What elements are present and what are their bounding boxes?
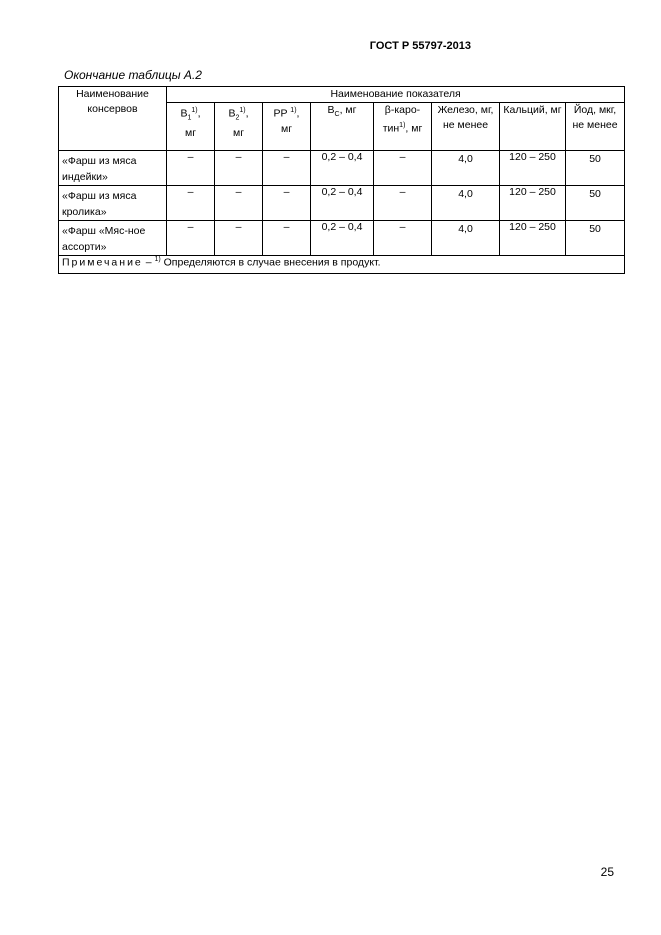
bc-cell: 0,2 – 0,4	[311, 221, 374, 256]
header-indicator-group: Наименование показателя	[167, 87, 625, 103]
page-number: 25	[600, 865, 614, 879]
calcium-cell: 120 – 250	[500, 221, 566, 256]
header-product-name: Наименование консервов	[59, 87, 167, 151]
header-beta-carotene: β-каро- тин$^{1)}$, мг	[374, 103, 432, 151]
pp-cell: –	[263, 221, 311, 256]
bc-cell: 0,2 – 0,4	[311, 151, 374, 186]
table-row	[59, 186, 625, 221]
pp-cell: –	[263, 186, 311, 221]
b2-cell: –	[215, 221, 263, 256]
header-iron: Железо, мг, не менее	[432, 103, 500, 151]
product-name-cell: «Фарш из мяса кролика»	[59, 186, 167, 221]
header-b2: $B_2^{1)}$, мг	[215, 103, 263, 151]
note-text: Определяются в случае внесения в продукт.	[163, 256, 381, 269]
b1-cell: –	[167, 151, 215, 186]
b1-cell: –	[167, 221, 215, 256]
table-note-row	[59, 256, 625, 274]
iodine-cell: 50	[566, 151, 625, 186]
iron-cell: 4,0	[432, 221, 500, 256]
nutrition-table	[58, 86, 625, 274]
iron-cell: 4,0	[432, 151, 500, 186]
header-bc: $B_C$, мг	[311, 103, 374, 151]
product-name-cell: «Фарш из мяса индейки»	[59, 151, 167, 186]
iodine-cell: 50	[566, 221, 625, 256]
calcium-cell: 120 – 250	[500, 151, 566, 186]
pp-cell: –	[263, 151, 311, 186]
b2-cell: –	[215, 151, 263, 186]
document-code: ГОСТ Р 55797-2013	[369, 40, 471, 52]
table-caption: Окончание таблицы А.2	[64, 68, 202, 82]
b1-cell: –	[167, 186, 215, 221]
table-row	[59, 221, 625, 256]
iodine-cell: 50	[566, 186, 625, 221]
beta-carotene-cell: –	[374, 186, 432, 221]
table-row	[59, 151, 625, 186]
note-label: Примечание	[62, 256, 143, 269]
header-calcium: Кальций, мг	[500, 103, 566, 151]
calcium-cell: 120 – 250	[500, 186, 566, 221]
beta-carotene-cell: –	[374, 151, 432, 186]
header-pp: PP $^{1)}$, мг	[263, 103, 311, 151]
header-b1: $B_1^{1)}$, мг	[167, 103, 215, 151]
table-note: Примечание – $^{1)}$ Определяются в случае внесения в продукт.	[59, 256, 625, 274]
bc-cell: 0,2 – 0,4	[311, 186, 374, 221]
header-iodine: Йод, мкг, не менее	[566, 103, 625, 151]
beta-carotene-cell: –	[374, 221, 432, 256]
product-name-cell: «Фарш «Мяс-ное ассорти»	[59, 221, 167, 256]
iron-cell: 4,0	[432, 186, 500, 221]
b2-cell: –	[215, 186, 263, 221]
